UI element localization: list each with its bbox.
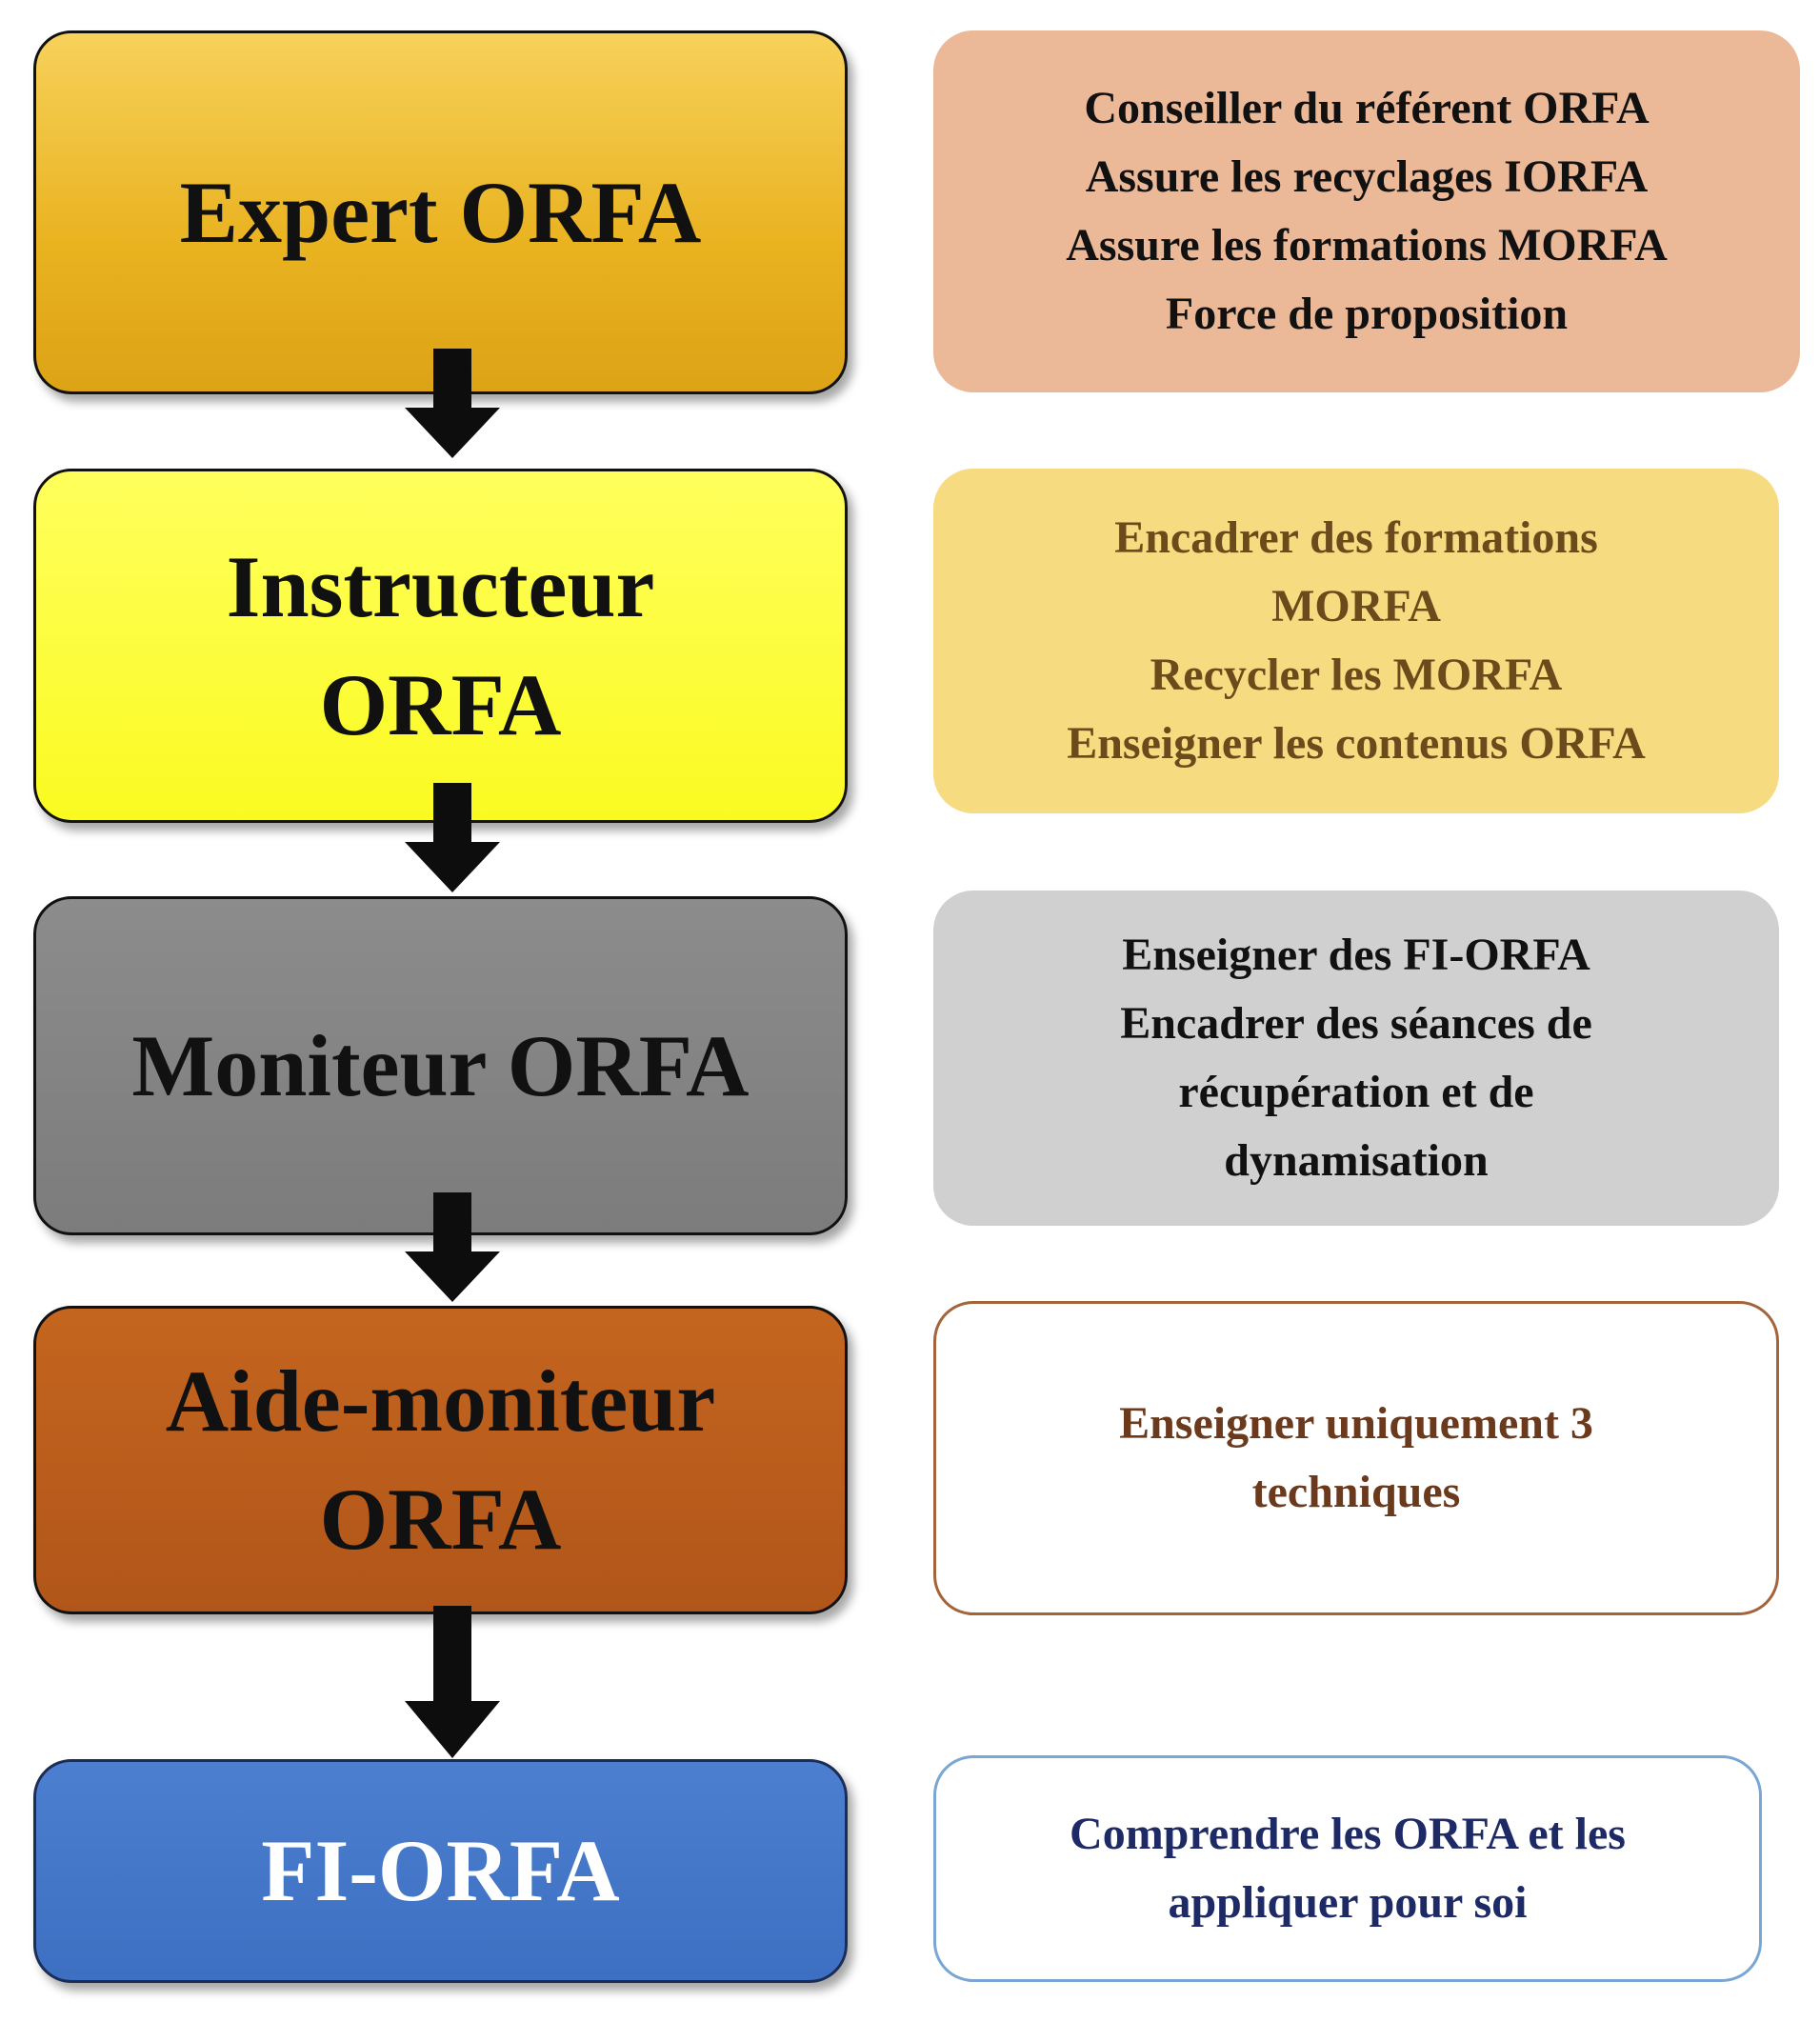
description-line: Enseigner des FI-ORFA (1122, 930, 1590, 980)
description-line: Conseiller du référent ORFA (1084, 83, 1650, 133)
description-line: Enseigner les contenus ORFA (1067, 718, 1646, 769)
level-title: Expert ORFA (179, 163, 702, 261)
level-moniteur-orfa (33, 896, 848, 1235)
description-line: Enseigner uniquement 3 (1119, 1398, 1593, 1449)
description-line: appliquer pour soi (1168, 1877, 1528, 1928)
description-line: Force de proposition (1165, 289, 1569, 339)
description-moniteur-orfa (933, 891, 1779, 1226)
description-line: dynamisation (1224, 1135, 1489, 1186)
description-line: Assure les formations MORFA (1066, 220, 1668, 270)
level-fi-orfa (33, 1759, 848, 1983)
down-arrow-icon (405, 783, 500, 892)
level-title: Aide-moniteur ORFA (165, 1351, 716, 1568)
description-line: Encadrer des séances de (1120, 998, 1592, 1049)
description-fi-orfa (933, 1755, 1762, 1982)
down-arrow-icon (405, 349, 500, 458)
down-arrow-icon (405, 1192, 500, 1302)
description-expert-orfa (933, 30, 1800, 392)
description-line: techniques (1251, 1467, 1461, 1517)
description-aide-moniteur-orfa (933, 1301, 1779, 1615)
level-aide-moniteur-orfa (33, 1306, 848, 1614)
description-line: Assure les recyclages IORFA (1085, 151, 1649, 202)
description-line: Comprendre les ORFA et les (1070, 1809, 1626, 1859)
level-title: FI-ORFA (261, 1822, 620, 1920)
description-line: Recycler les MORFA (1150, 650, 1563, 700)
level-instructeur-orfa (33, 469, 848, 823)
down-arrow-icon (405, 1606, 500, 1758)
description-line: MORFA (1271, 581, 1441, 631)
description-line: Encadrer des formations (1114, 512, 1598, 563)
level-expert-orfa (33, 30, 848, 394)
level-title: Moniteur ORFA (131, 1016, 750, 1114)
level-title: Instructeur ORFA (226, 537, 655, 753)
description-line: récupération et de (1178, 1067, 1534, 1117)
description-instructeur-orfa (933, 469, 1779, 813)
